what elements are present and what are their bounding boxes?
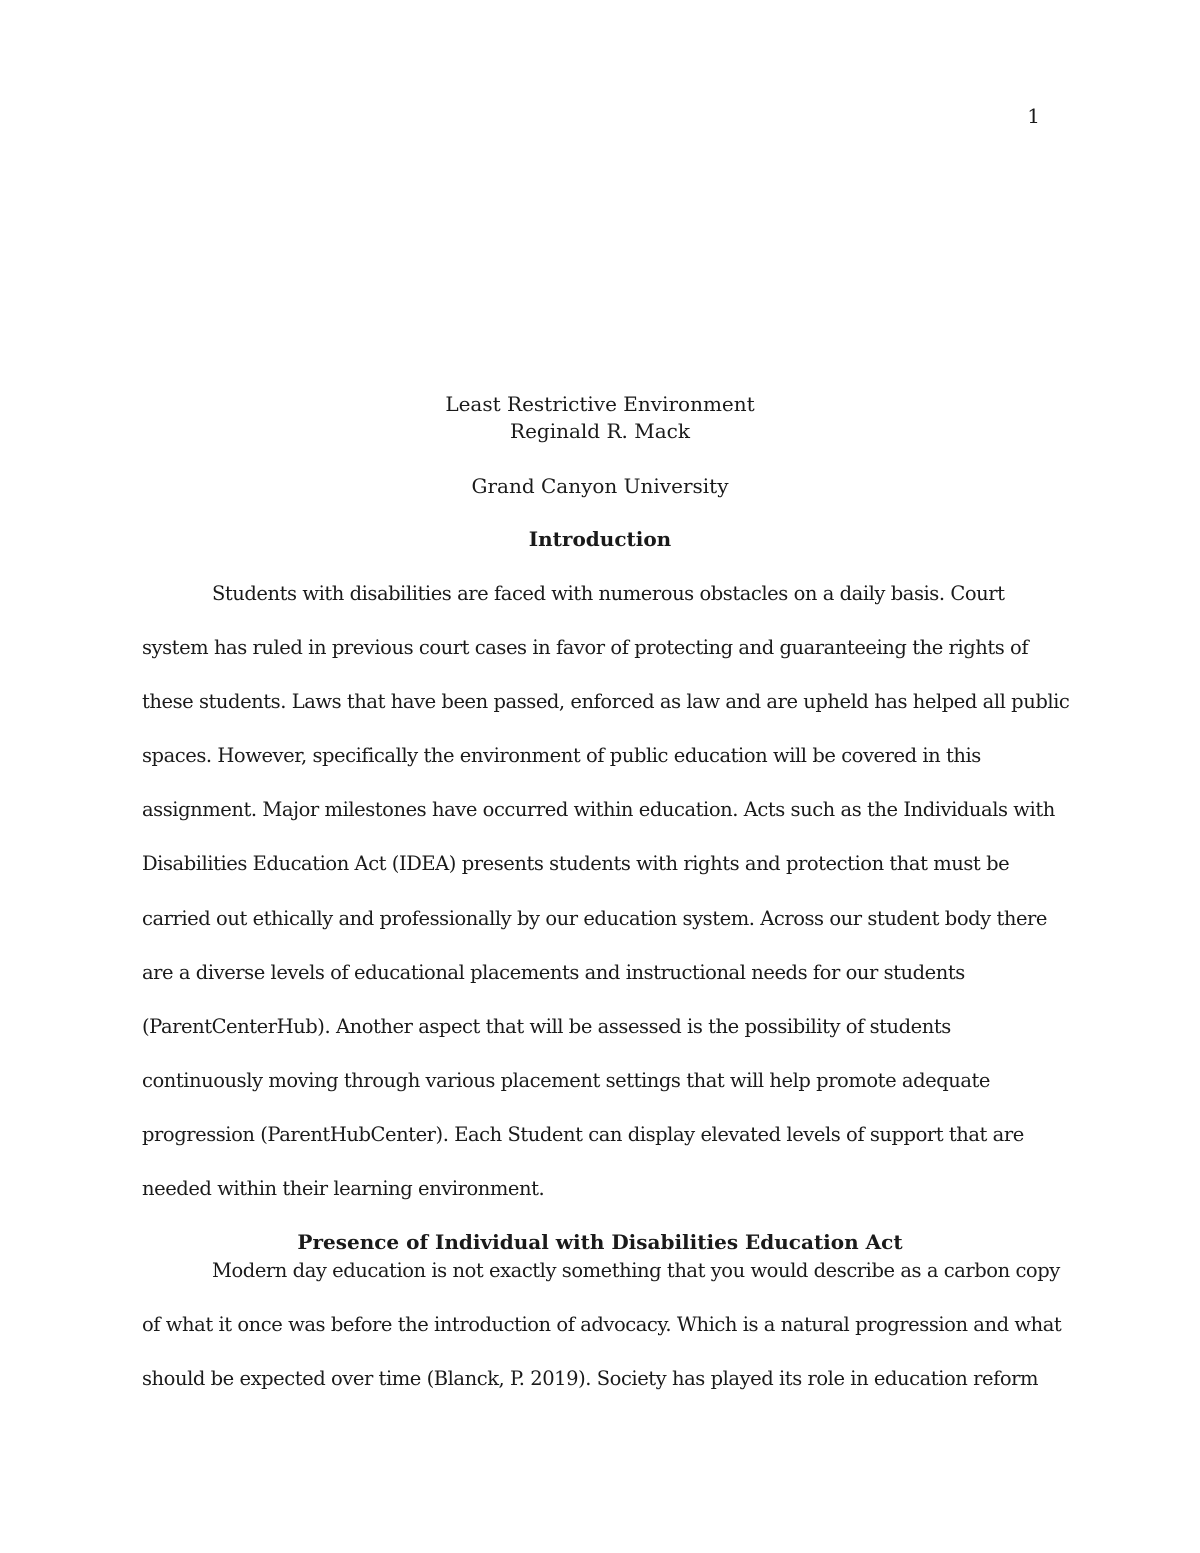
paragraph-line: assignment. Major milestones have occurred within education. Acts such as the Individuals with <box>142 798 1055 822</box>
paragraph-line: (ParentCenterHub). Another aspect that will be assessed is the possibility of students <box>142 1014 951 1038</box>
paragraph-line: continuously moving through various placement settings that will help promote adequate <box>142 1068 990 1092</box>
introduction-paragraph <box>142 580 1070 1229</box>
paper-title: Least Restrictive Environment <box>445 392 755 416</box>
paragraph-line: are a diverse levels of educational placements and instructional needs for our students <box>142 960 965 984</box>
paragraph-line: these students. Laws that have been passed, enforced as law and are upheld has helped all public <box>142 690 1070 714</box>
author-name: Reginald R. Mack <box>510 419 690 443</box>
paragraph-line: carried out ethically and professionally by our education system. Across our student body there <box>142 906 1048 930</box>
title-block <box>0 391 1200 445</box>
page-number: 1 <box>1027 104 1040 128</box>
section-heading-introduction: Introduction <box>528 527 672 551</box>
section-heading-idea: Presence of Individual with Disabilities Education Act <box>297 1230 903 1254</box>
paragraph-line: should be expected over time (Blanck, P. 2019). Society has played its role in education reform <box>142 1367 1039 1391</box>
paragraph-line: Students with disabilities are faced with numerous obstacles on a daily basis. Court <box>212 582 1005 605</box>
paragraph-line: spaces. However, specifically the environment of public education will be covered in this <box>142 744 981 768</box>
idea-paragraph <box>142 1257 1062 1419</box>
paragraph-line: of what it once was before the introduction of advocacy. Which is a natural progression and what <box>142 1313 1062 1337</box>
paragraph-line: needed within their learning environment. <box>142 1177 545 1201</box>
paragraph-line: Disabilities Education Act (IDEA) presents students with rights and protection that must be <box>142 852 1010 876</box>
paragraph-line: Modern day education is not exactly something that you would describe as a carbon copy <box>212 1259 1060 1282</box>
institution-name: Grand Canyon University <box>471 474 729 498</box>
paragraph-line: progression (ParentHubCenter). Each Student can display elevated levels of support that are <box>142 1122 1024 1146</box>
paragraph-line: system has ruled in previous court cases in favor of protecting and guaranteeing the rights of <box>142 636 1029 660</box>
